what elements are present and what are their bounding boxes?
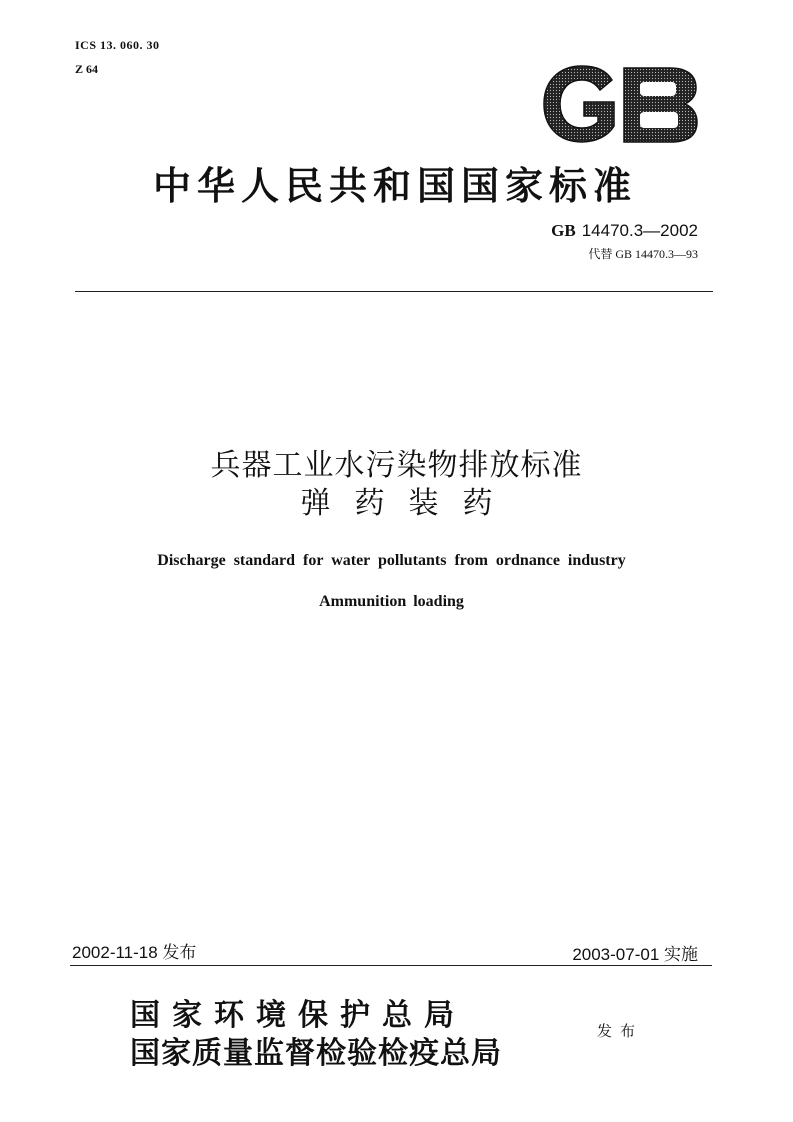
footer-divider — [70, 965, 712, 966]
issuer-org1: 国家环境保护总局 — [130, 998, 466, 1033]
standard-number — [551, 221, 698, 241]
standard-prefix: GB — [551, 221, 576, 240]
classification-code: Z 64 — [75, 62, 99, 76]
standard-category-title: 中华人民共和国国家标准 — [152, 163, 637, 208]
header-divider — [75, 291, 713, 292]
english-title-line2: Ammunition loading — [319, 593, 464, 610]
publish-label: 发布 — [597, 1022, 644, 1040]
standard-number-value: 14470.3—2002 — [581, 221, 698, 240]
chinese-title-line2: 弹药装药 — [300, 486, 517, 521]
implementation-date: 2003-07-01 实施 — [572, 945, 698, 964]
issue-date: 2002-11-18 发布 — [72, 943, 197, 962]
ics-code: ICS 13. 060. 30 — [75, 38, 160, 52]
english-title-line1: Discharge standard for water pollutants from ordnance industry — [157, 552, 626, 569]
replaces-standard: 代替 GB 14470.3—93 — [588, 247, 698, 261]
issuer-org2: 国家质量监督检验检疫总局 — [130, 1036, 502, 1071]
gb-logo-text: GB — [540, 62, 542, 63]
chinese-title-line1: 兵器工业水污染物排放标准 — [210, 448, 583, 483]
gb-logo — [540, 62, 700, 146]
